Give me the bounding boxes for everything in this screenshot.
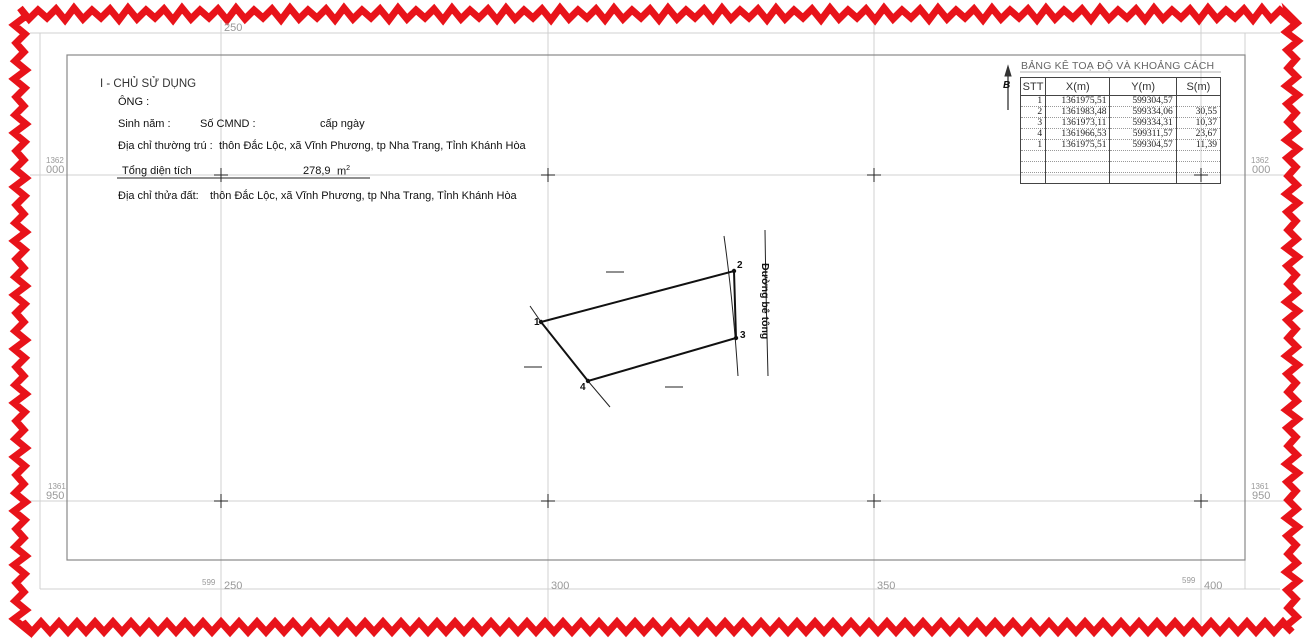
cell-stt bbox=[1021, 151, 1046, 162]
header-x: X(m) bbox=[1046, 78, 1110, 96]
grid-label-right-lower-small: 1361 bbox=[1251, 482, 1269, 491]
cell-y: 599311,57 bbox=[1110, 129, 1176, 140]
cell-stt: 3 bbox=[1021, 118, 1046, 129]
area-value: 278,9 bbox=[303, 165, 331, 177]
cell-s: 10,37 bbox=[1176, 118, 1220, 129]
issue-date-label: cấp ngày bbox=[320, 118, 365, 130]
residence-value: thôn Đắc Lộc, xã Vĩnh Phương, tp Nha Trang, Tỉnh Khánh Hòa bbox=[219, 140, 526, 152]
area-unit-m: m bbox=[337, 165, 347, 178]
vertex-label-1: 1 bbox=[534, 317, 540, 328]
coord-table bbox=[1020, 77, 1221, 184]
cell-stt: 2 bbox=[1021, 107, 1046, 118]
table-row bbox=[1021, 162, 1221, 173]
grid-label-top-250: 250 bbox=[224, 22, 243, 34]
grid-label-bottom-350: 350 bbox=[877, 580, 896, 592]
parcel-address-label: Địa chỉ thửa đất: bbox=[118, 190, 199, 202]
cell-x: 1361983,48 bbox=[1046, 107, 1110, 118]
parcel-polygon bbox=[541, 271, 736, 381]
owner-name-label: ÔNG : bbox=[118, 96, 150, 108]
area-unit bbox=[337, 165, 350, 178]
cell-x bbox=[1046, 151, 1110, 162]
vertex-label-3: 3 bbox=[740, 330, 746, 341]
vertex-label-4: 4 bbox=[580, 382, 586, 393]
grid-label-bottom-small-left: 599 bbox=[202, 578, 216, 587]
cell-s bbox=[1176, 162, 1220, 173]
cell-s: 11,39 bbox=[1176, 140, 1220, 151]
grid-label-bottom-400: 400 bbox=[1204, 580, 1223, 592]
birth-year-label: Sinh năm : bbox=[118, 118, 171, 130]
header-s: S(m) bbox=[1176, 78, 1220, 96]
cell-s bbox=[1176, 151, 1220, 162]
residence-label: Địa chỉ thường trú : bbox=[118, 140, 213, 152]
cell-stt: 1 bbox=[1021, 96, 1046, 107]
cell-stt: 1 bbox=[1021, 140, 1046, 151]
table-row bbox=[1021, 140, 1221, 151]
grid-label-left-lower: 950 bbox=[46, 490, 65, 502]
table-row bbox=[1021, 118, 1221, 129]
cell-y: 599334,06 bbox=[1110, 107, 1176, 118]
grid-label-bottom-300: 300 bbox=[551, 580, 570, 592]
cell-s: 30,55 bbox=[1176, 107, 1220, 118]
cell-y bbox=[1110, 173, 1176, 184]
grid-label-left-upper: 000 bbox=[46, 164, 65, 176]
grid-label-left-upper-small: 1362 bbox=[46, 156, 64, 165]
table-row bbox=[1021, 151, 1221, 162]
area-label: Tổng diện tích bbox=[122, 165, 192, 177]
cell-y: 599304,57 bbox=[1110, 96, 1176, 107]
area-unit-exponent: 2 bbox=[346, 165, 351, 172]
header-y: Y(m) bbox=[1110, 78, 1176, 96]
grid-label-left-lower-small: 1361 bbox=[48, 482, 66, 491]
cell-s: 23,67 bbox=[1176, 129, 1220, 140]
cell-x: 1361966,53 bbox=[1046, 129, 1110, 140]
cell-stt: 4 bbox=[1021, 129, 1046, 140]
coord-table-header bbox=[1021, 78, 1221, 96]
cell-y bbox=[1110, 162, 1176, 173]
coord-table-title: BẢNG KÊ TOẠ ĐỘ VÀ KHOẢNG CÁCH bbox=[1021, 60, 1215, 72]
cell-x: 1361975,51 bbox=[1046, 96, 1110, 107]
cell-x bbox=[1046, 162, 1110, 173]
north-label: B bbox=[1003, 80, 1011, 91]
header-stt: STT bbox=[1021, 78, 1046, 96]
cell-y bbox=[1110, 151, 1176, 162]
grid-label-bottom-250: 250 bbox=[224, 580, 243, 592]
table-row bbox=[1021, 96, 1221, 107]
cell-x: 1361973,11 bbox=[1046, 118, 1110, 129]
vertex-label-2: 2 bbox=[737, 260, 743, 271]
table-row bbox=[1021, 129, 1221, 140]
cell-x: 1361975,51 bbox=[1046, 140, 1110, 151]
grid-crosses bbox=[214, 165, 1208, 508]
grid-label-right-upper: 000 bbox=[1252, 164, 1271, 176]
table-row bbox=[1021, 173, 1221, 184]
road-label: Đường bê tông bbox=[759, 263, 771, 340]
parcel-address-value: thôn Đắc Lộc, xã Vĩnh Phương, tp Nha Trang, Tỉnh Khánh Hòa bbox=[210, 190, 517, 202]
section-title: I - CHỦ SỬ DỤNG bbox=[100, 78, 197, 90]
cell-y: 599304,57 bbox=[1110, 140, 1176, 151]
grid-label-right-upper-small: 1362 bbox=[1251, 156, 1269, 165]
grid-label-right-lower: 950 bbox=[1252, 490, 1271, 502]
cell-stt bbox=[1021, 173, 1046, 184]
cell-stt bbox=[1021, 162, 1046, 173]
cell-s bbox=[1176, 96, 1220, 107]
id-number-label: Số CMND : bbox=[200, 118, 256, 130]
cell-s bbox=[1176, 173, 1220, 184]
cell-y: 599334,31 bbox=[1110, 118, 1176, 129]
table-row bbox=[1021, 107, 1221, 118]
cell-x bbox=[1046, 173, 1110, 184]
grid-label-bottom-small-right: 599 bbox=[1182, 576, 1196, 585]
